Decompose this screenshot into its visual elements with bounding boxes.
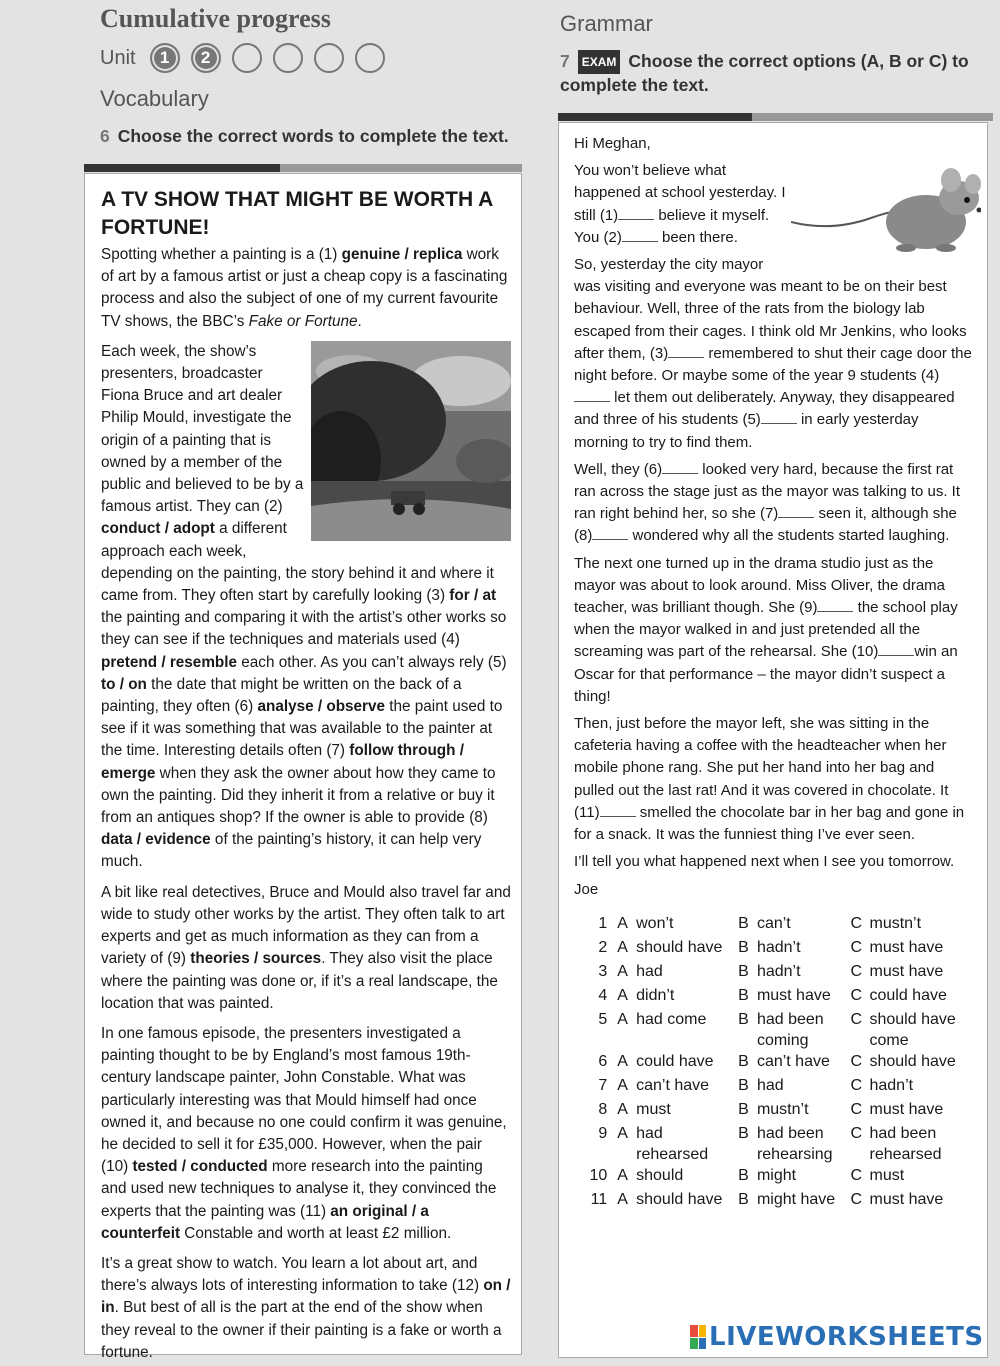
choice-a[interactable]: had rehearsed xyxy=(636,1124,709,1163)
option-letter-b: B xyxy=(738,1076,749,1094)
article-paragraph-3: A bit like real detectives, Bruce and Mould also travel far and wide to study other works by the artist. They often talk to art experts and get as much information as they can from a variety of (9) theories / sources. They also visit the place where the painting was done or, if it’s a real landscape, the location that was painted. xyxy=(101,883,511,1012)
option-row xyxy=(584,913,975,937)
gap-2[interactable] xyxy=(622,227,658,242)
options-table xyxy=(584,913,975,1213)
section-bar xyxy=(84,164,522,172)
option-letter-c: C xyxy=(850,1190,863,1208)
unit-circle-6 xyxy=(355,43,385,73)
letter-closing: I’ll tell you what happened next when I see you tomorrow. xyxy=(574,853,955,871)
landscape-painting-image xyxy=(311,341,511,541)
letter-paragraph-3: Well, they (6) looked very hard, because the first rat ran across the stage just as the mayor was talking to us. It ran right behind her, so she (7) seen it, although she (8) wondered why all the students started laughing. xyxy=(574,460,961,545)
option-1[interactable]: genuine / replica xyxy=(341,246,463,263)
option-letter-b: B xyxy=(738,1100,749,1118)
unit-circle-5 xyxy=(314,43,344,73)
choice-a[interactable]: didn’t xyxy=(636,986,675,1004)
instruction-text: Choose the correct options (A, B or C) to complete the text. xyxy=(560,51,969,96)
option-letter-b: B xyxy=(738,914,749,932)
choice-c[interactable]: must have xyxy=(869,1100,944,1118)
option-row xyxy=(584,1165,975,1189)
choice-b[interactable]: can’t xyxy=(756,914,791,932)
option-row xyxy=(584,1189,975,1213)
option-letter-b: B xyxy=(738,938,749,956)
option-row xyxy=(584,961,975,985)
option-letter-a: A xyxy=(617,1100,628,1118)
gap-7[interactable] xyxy=(778,503,814,518)
choice-b[interactable]: hadn’t xyxy=(756,938,801,956)
choice-c[interactable]: could have xyxy=(869,986,947,1004)
option-letter-a: A xyxy=(617,1190,628,1208)
option-letter-c: C xyxy=(850,914,863,932)
choice-b[interactable]: had been rehearsing xyxy=(756,1124,833,1163)
option-number: 5 xyxy=(598,1010,608,1028)
choice-a[interactable]: should have xyxy=(636,938,723,956)
article-paragraph-4: In one famous episode, the presenters investigated a painting thought to be by England’s most famous 19th-century landscape painter, John Constable. What was particularly interesting was that Mould himself had once owned it, and because no one could confirm it was genuine, he decided to sell it for £35,000. However, when the pair (10) tested / conducted more research into the painting and used new techniques to analyse it, they convinced the experts that the painting was (11) an original / a counterfeit Constable and worth at least £2 million. xyxy=(101,1024,507,1242)
choice-b[interactable]: hadn’t xyxy=(756,962,801,980)
option-letter-a: A xyxy=(617,962,628,980)
option-letter-c: C xyxy=(850,986,863,1004)
grammar-heading: Grammar xyxy=(560,11,653,36)
choice-b[interactable]: must have xyxy=(756,986,831,1004)
option-letter-a: A xyxy=(617,938,628,956)
option-letter-b: B xyxy=(738,986,749,1004)
unit-circle-3 xyxy=(232,43,262,73)
instruction-text: Choose the correct words to complete the text. xyxy=(117,126,509,146)
option-7[interactable]: follow through / emerge xyxy=(101,742,464,782)
choice-b[interactable]: had been coming xyxy=(756,1010,824,1049)
option-11[interactable]: an original / a counterfeit xyxy=(101,1202,429,1242)
option-letter-a: A xyxy=(617,1052,628,1070)
choice-c[interactable]: must have xyxy=(869,1190,944,1208)
option-letter-a: A xyxy=(617,1076,628,1094)
option-8[interactable]: data / evidence xyxy=(101,831,211,849)
gap-3[interactable] xyxy=(668,343,704,358)
gap-8[interactable] xyxy=(592,525,628,540)
unit-circle-2: 2 xyxy=(191,43,221,73)
unit-circle-1: 1 xyxy=(150,43,180,73)
option-letter-c: C xyxy=(850,1166,863,1184)
option-number: 9 xyxy=(598,1124,608,1142)
option-letter-b: B xyxy=(738,1190,749,1208)
gap-11[interactable] xyxy=(600,802,636,817)
option-row xyxy=(584,1099,975,1123)
option-letter-b: B xyxy=(738,962,749,980)
option-row xyxy=(584,1051,975,1075)
option-number: 6 xyxy=(598,1052,608,1070)
option-letter-b: B xyxy=(738,1166,749,1184)
letter-greeting: Hi Meghan, xyxy=(574,135,651,152)
option-letter-a: A xyxy=(617,1010,628,1028)
gap-6[interactable] xyxy=(662,459,698,474)
choice-a[interactable]: could have xyxy=(636,1052,714,1070)
choice-a[interactable]: won’t xyxy=(636,914,674,932)
option-letter-a: A xyxy=(617,986,628,1004)
option-row xyxy=(584,1123,975,1165)
article-paragraph-1: Spotting whether a painting is a (1) genuine / replica work of art by a famous artist or just a cheap copy is a fascinating process and also the subject of one of my current favourite TV shows, the BBC’s Fake or Fortune. xyxy=(101,246,508,330)
choice-c[interactable]: had been rehearsed xyxy=(869,1124,942,1163)
option-number: 10 xyxy=(589,1166,608,1184)
letter-panel xyxy=(558,122,988,1358)
option-5[interactable]: to / on xyxy=(101,675,147,693)
option-number: 3 xyxy=(598,962,608,980)
option-letter-b: B xyxy=(738,1052,749,1070)
option-9[interactable]: theories / sources xyxy=(190,950,322,968)
letter-paragraph-4: The next one turned up in the drama studio just as the mayor was about to look around. Miss Oliver, the drama teacher, was brilliant though. She (9) the school play when the mayor walked in and just pretended all the screaming was part of the rehearsal. She (10) win an Oscar for that performance – the mayor didn’t suspect a thing! xyxy=(574,554,958,705)
letter-paragraph-2: So, yesterday the city mayor was visiting and everyone was meant to be on their best behaviour. Well, three of the rats from the biology lab escaped from their cages. I think old Mr Jenkins, who looks after them, (3) remembered to shut their cage door the night before. Or maybe some of the year 9 students (4) let them out deliberately. Anyway, they disappeared and three of his students (5) in early yesterday morning to try to find them. xyxy=(574,256,972,451)
choice-b[interactable]: mustn’t xyxy=(756,1100,809,1118)
option-letter-b: B xyxy=(738,1124,749,1142)
section-bar xyxy=(558,113,993,121)
option-10[interactable]: tested / conducted xyxy=(132,1158,268,1176)
article-panel xyxy=(84,173,522,1361)
choice-a[interactable]: had come xyxy=(636,1010,707,1028)
option-letter-c: C xyxy=(850,962,863,980)
choice-c[interactable]: hadn’t xyxy=(869,1076,914,1094)
choice-a[interactable]: must xyxy=(636,1100,671,1118)
choice-b[interactable]: might xyxy=(756,1166,797,1184)
exercise-number: 7 xyxy=(560,51,570,71)
vocabulary-heading: Vocabulary xyxy=(100,86,209,111)
article-paragraph-2: Each week, the show’s presenters, broadcaster Fiona Bruce and art dealer Philip Mould, investigate the origin of a painting that is owned by a member of the public and believed to be by a famous artist. They can (2) conduct / adopt a different approach each week, depending on the painting, the story behind it and where it came from. They often start by carefully looking (3) for / at the painting and comparing it with the artist’s other works so they can see if the techniques and materials used (4) pretend / resemble each other. As you can’t always rely (5) to / on the date that might be written on the back of a painting, they often (6) analyse / observe the paint used to see if it was something that was available to the painter at the time. Interesting details often (7) follow through / emerge when they ask the owner about how they came to own the painting. Did they inherit it from a relative or buy it from an antiques shop? If the owner is able to provide (8) data / evidence of the painting’s history, it can help very much. xyxy=(101,341,511,874)
option-letter-b: B xyxy=(738,1010,749,1028)
gap-5[interactable] xyxy=(761,409,797,424)
option-6[interactable]: analyse / observe xyxy=(257,698,386,716)
letter-paragraph-1: You won’t believe what happened at school yesterday. I still (1) believe it myself. You (2) been there. xyxy=(574,160,975,249)
option-letter-c: C xyxy=(850,1052,863,1070)
liveworksheets-logo-icon xyxy=(690,1325,706,1349)
gap-10[interactable] xyxy=(878,641,914,656)
option-row xyxy=(584,937,975,961)
choice-a[interactable]: can’t have xyxy=(636,1076,710,1094)
gap-4[interactable] xyxy=(574,387,610,402)
liveworksheets-logo xyxy=(690,1322,984,1352)
option-number: 2 xyxy=(598,938,608,956)
option-letter-a: A xyxy=(617,914,628,932)
option-2[interactable]: conduct / adopt xyxy=(101,520,215,538)
choice-c[interactable]: must xyxy=(869,1166,905,1184)
option-number: 11 xyxy=(590,1190,608,1208)
choice-a[interactable]: had xyxy=(636,962,663,980)
option-number: 7 xyxy=(598,1076,608,1094)
option-row xyxy=(584,1009,975,1051)
option-letter-a: A xyxy=(617,1124,628,1142)
option-letter-c: C xyxy=(850,1100,863,1118)
choice-a[interactable]: should have xyxy=(636,1190,723,1208)
option-number: 1 xyxy=(598,914,608,932)
page-title: Cumulative progress xyxy=(100,4,331,33)
choice-b[interactable]: had xyxy=(756,1076,784,1094)
choice-c[interactable]: mustn’t xyxy=(869,914,922,932)
article-title: A TV SHOW THAT MIGHT BE WORTH A FORTUNE! xyxy=(101,188,493,239)
choice-c[interactable]: must have xyxy=(869,938,944,956)
option-letter-a: A xyxy=(617,1166,628,1184)
choice-b[interactable]: might have xyxy=(756,1190,836,1208)
letter-signoff: Joe xyxy=(574,880,599,898)
exercise-number: 6 xyxy=(100,126,110,146)
logo-text: LIVEWORKSHEETS xyxy=(709,1322,984,1352)
unit-circle-4 xyxy=(273,43,303,73)
option-4[interactable]: pretend / resemble xyxy=(101,653,238,671)
choice-b[interactable]: can’t have xyxy=(756,1052,830,1070)
option-letter-c: C xyxy=(850,1124,863,1142)
gap-1[interactable] xyxy=(618,205,654,220)
option-row xyxy=(584,985,975,1009)
rat-image xyxy=(791,160,981,260)
choice-c[interactable]: must have xyxy=(869,962,944,980)
option-letter-c: C xyxy=(850,1076,863,1094)
show-title: Fake or Fortune xyxy=(248,312,358,330)
letter-paragraph-5: Then, just before the mayor left, she was sitting in the cafeteria having a coffee with the headteacher when her mobile phone rang. She put her hand into her bag and pulled out the last rat! And it was covered in chocolate. It (11) smelled the chocolate bar in her bag and gone in for a snack. It was the funniest thing I’ve ever seen. xyxy=(574,715,965,844)
choice-c[interactable]: should have xyxy=(869,1052,956,1070)
unit-progress xyxy=(100,40,396,76)
option-letter-c: C xyxy=(850,938,863,956)
article-paragraph-5: It’s a great show to watch. You learn a lot about art, and there’s always lots of interesting information to take (12) on / in. But best of all is the part at the end of the show when they reveal to the owner if their painting is a fake or worth a fortune. xyxy=(101,1254,511,1361)
option-3[interactable]: for / at xyxy=(449,587,497,605)
choice-c[interactable]: should have come xyxy=(869,1010,956,1049)
choice-a[interactable]: should xyxy=(636,1166,684,1184)
vocabulary-instruction xyxy=(100,125,509,147)
grammar-instruction xyxy=(560,50,980,96)
option-number: 8 xyxy=(598,1100,608,1118)
unit-label: Unit xyxy=(100,46,136,69)
option-row xyxy=(584,1075,975,1099)
option-letter-c: C xyxy=(850,1010,863,1028)
gap-9[interactable] xyxy=(817,597,853,612)
exam-badge: EXAM xyxy=(578,50,621,74)
option-number: 4 xyxy=(598,986,608,1004)
option-12[interactable]: on / in xyxy=(101,1277,511,1317)
